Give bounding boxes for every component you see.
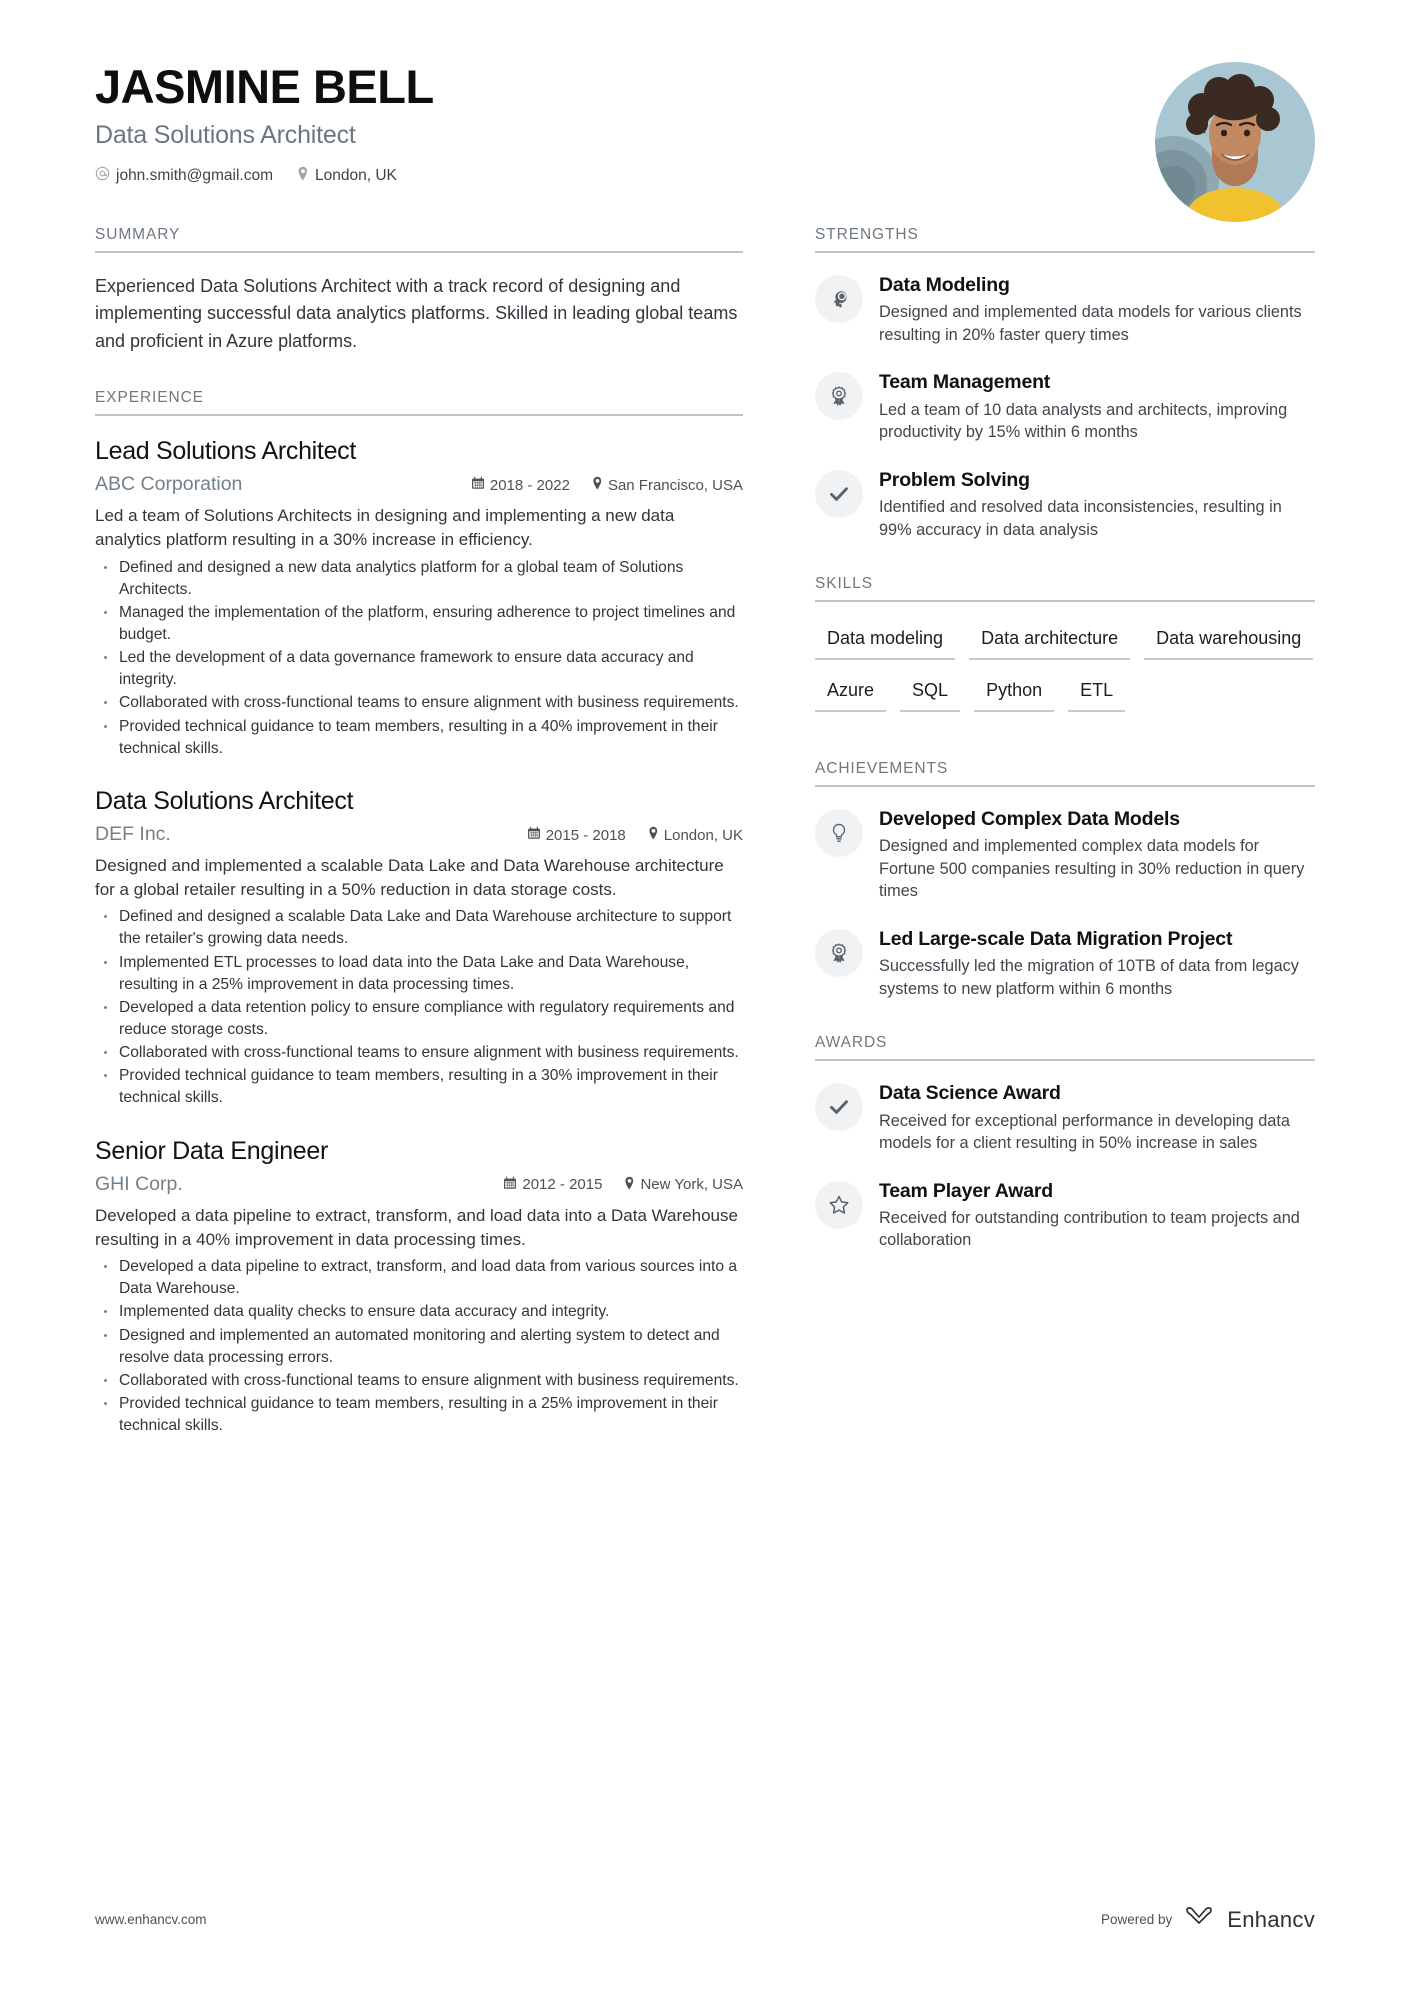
contact-email[interactable] (95, 166, 273, 186)
experience-item (95, 1136, 743, 1438)
icon-entry-description: Identified and resolved data inconsistencies, resulting in 99% accuracy in data analysis (879, 498, 1282, 539)
list-item: Led the development of a data governance framework to ensure data accuracy and integrity. (95, 647, 743, 691)
experience-company: GHI Corp. (95, 1172, 183, 1195)
section-divider (815, 1059, 1315, 1061)
head-brain-icon (815, 275, 863, 323)
summary-text: Experienced Data Solutions Architect with a track record of designing and implementing successful data analytics platforms. Skilled in leading global teams and proficient in Azure platforms. (95, 276, 738, 351)
star-icon (815, 1181, 863, 1229)
map-pin-icon (624, 1176, 635, 1194)
list-item: Designed and implemented an automated monitoring and alerting system to detect and resolve data processing errors. (95, 1325, 743, 1369)
check-icon (815, 470, 863, 518)
experience-location (624, 1176, 743, 1194)
icon-entry-description: Designed and implemented complex data models for Fortune 500 companies resulting in 30% reduction in query times (879, 837, 1305, 901)
section-strengths (815, 226, 1315, 541)
award-medal-icon (815, 929, 863, 977)
experience-role: Senior Data Engineer (95, 1136, 329, 1165)
experience-company: DEF Inc. (95, 823, 171, 846)
achievements-list (815, 807, 1315, 1000)
icon-entry-description: Received for exceptional performance in developing data models for a client resulting in 50% increase in sales (879, 1111, 1290, 1153)
experience-date (503, 1176, 602, 1194)
contact-location-text: London, UK (315, 167, 397, 185)
powered-by-label: Powered by (1100, 1912, 1173, 1927)
page-title: JASMINE BELL (95, 60, 434, 113)
experience-location (592, 476, 743, 494)
list-item: Collaborated with cross-functional teams to ensure alignment with business requirements. (95, 692, 743, 714)
icon-entry-body (879, 1081, 1315, 1154)
section-heading-summary: SUMMARY (95, 226, 181, 243)
experience-role: Data Solutions Architect (95, 786, 354, 815)
experience-date-text: 2012 - 2015 (522, 1176, 603, 1194)
list-item: Implemented ETL processes to load data into the Data Lake and Data Warehouse, resulting in a 25% improvement in data processing times. (95, 952, 743, 996)
section-divider (95, 251, 743, 253)
experience-description: Developed a data pipeline to extract, transform, and load data into a Data Warehouse resulting in a 40% improvement in data processing times. (95, 1205, 738, 1249)
experience-date (527, 826, 626, 844)
list-item: Developed a data retention policy to ensure compliance with regulatory requirements and reduce storage costs. (95, 997, 743, 1041)
icon-entry-description: Received for outstanding contribution to team projects and collaboration (879, 1208, 1300, 1250)
skill-tag[interactable]: Data modeling (815, 622, 955, 660)
enhancv-brand (1184, 1906, 1315, 1933)
icon-entry (815, 927, 1315, 1000)
resume-body (95, 226, 1315, 1471)
icon-entry-body (879, 273, 1315, 346)
experience-item (95, 436, 743, 760)
experience-meta (95, 1173, 743, 1196)
calendar-icon (527, 826, 541, 844)
lightbulb-icon (815, 809, 863, 857)
footer-url[interactable]: www.enhancv.com (95, 1912, 207, 1927)
icon-entry-title: Team Management (879, 371, 1051, 394)
icon-entry-body (879, 927, 1315, 1000)
experience-date-text: 2018 - 2022 (489, 476, 570, 494)
map-pin-icon (648, 826, 659, 844)
experience-bullets (95, 557, 743, 760)
strengths-list (815, 273, 1315, 541)
list-item: Provided technical guidance to team members, resulting in a 40% improvement in their technical skills. (95, 716, 743, 760)
right-column (785, 226, 1315, 1471)
section-skills (815, 575, 1315, 726)
section-divider (815, 251, 1315, 253)
check-icon (815, 1083, 863, 1131)
experience-location-text: London, UK (663, 826, 743, 844)
resume-header (95, 0, 1315, 196)
resume-footer (95, 1906, 1315, 1933)
icon-entry (815, 1081, 1315, 1154)
at-icon (95, 166, 110, 186)
experience-list (95, 436, 743, 1437)
icon-entry-title: Team Player Award (879, 1179, 1053, 1202)
icon-entry (815, 370, 1315, 443)
section-heading-achievements: ACHIEVEMENTS (815, 760, 949, 778)
section-achievements (815, 760, 1315, 1000)
avatar (1155, 62, 1315, 222)
map-pin-icon (592, 476, 603, 494)
experience-role: Lead Solutions Architect (95, 437, 357, 466)
icon-entry-body (879, 468, 1315, 541)
experience-bullets (95, 1256, 743, 1437)
icon-entry-title: Problem Solving (879, 468, 1030, 491)
experience-location-text: New York, USA (640, 1176, 743, 1194)
icon-entry-title: Data Science Award (879, 1082, 1061, 1105)
icon-entry-title: Data Modeling (879, 274, 1010, 296)
list-item: Defined and designed a scalable Data Lake and Data Warehouse architecture to support the retailer's growing data needs. (95, 906, 743, 950)
brand-name: Enhancv (1227, 1906, 1315, 1932)
icon-entry-description: Led a team of 10 data analysts and architects, improving productivity by 15% within 6 months (879, 400, 1288, 442)
list-item: Managed the implementation of the platform, ensuring adherence to project timelines and budget. (95, 602, 743, 646)
icon-entry-title: Developed Complex Data Models (879, 808, 1180, 831)
icon-entry (815, 807, 1315, 903)
experience-description: Led a team of Solutions Architects in designing and implementing a new data analytics platform resulting in a 30% increase in efficiency. (95, 506, 675, 550)
profile-photo (1155, 62, 1315, 222)
section-divider (95, 414, 743, 416)
icon-entry-title: Led Large-scale Data Migration Project (879, 927, 1233, 950)
enhancv-logo-icon (1184, 1906, 1218, 1933)
job-title: Data Solutions Architect (95, 121, 356, 150)
icon-entry (815, 1179, 1315, 1252)
calendar-icon (503, 1176, 517, 1194)
experience-company: ABC Corporation (95, 473, 243, 496)
experience-bullets (95, 906, 743, 1109)
awards-list (815, 1081, 1315, 1252)
section-heading-experience: EXPERIENCE (95, 389, 204, 407)
list-item: Provided technical guidance to team members, resulting in a 30% improvement in their technical skills. (95, 1065, 743, 1109)
icon-entry-description: Successfully led the migration of 10TB of data from legacy systems to new platform within 6 months (879, 957, 1299, 998)
experience-date (471, 476, 570, 494)
map-pin-icon (297, 166, 309, 186)
icon-entry (815, 273, 1315, 346)
skill-tag[interactable]: ETL (1068, 674, 1125, 712)
experience-location (648, 826, 743, 844)
footer-brand-area (1101, 1906, 1315, 1933)
icon-entry (815, 468, 1315, 541)
icon-entry-body (879, 807, 1315, 903)
award-medal-icon (815, 372, 863, 420)
skill-tag[interactable]: Data warehousing (1144, 622, 1313, 660)
section-summary (95, 226, 743, 355)
skill-tag[interactable]: Python (974, 674, 1054, 712)
experience-description: Designed and implemented a scalable Data Lake and Data Warehouse architecture for a global retailer resulting in a 50% reduction in data storage costs. (95, 856, 724, 900)
section-awards (815, 1034, 1315, 1252)
contact-row (95, 166, 1315, 186)
icon-entry-body (879, 370, 1315, 443)
experience-location-text: San Francisco, USA (607, 476, 743, 494)
icon-entry-body (879, 1179, 1315, 1252)
list-item: Collaborated with cross-functional teams to ensure alignment with business requirements. (95, 1370, 743, 1392)
skills-list (815, 622, 1315, 726)
skill-tag[interactable]: Data architecture (969, 622, 1130, 660)
section-divider (815, 600, 1315, 602)
skill-tag[interactable]: SQL (900, 674, 960, 712)
calendar-icon (471, 476, 485, 494)
list-item: Implemented data quality checks to ensure data accuracy and integrity. (95, 1301, 743, 1323)
section-divider (815, 785, 1315, 787)
list-item: Defined and designed a new data analytics platform for a global team of Solutions Architects. (95, 557, 743, 601)
left-column (95, 226, 785, 1471)
experience-date-text: 2015 - 2018 (545, 826, 626, 844)
skill-tag[interactable]: Azure (815, 674, 886, 712)
experience-meta (95, 473, 743, 496)
icon-entry-description: Designed and implemented data models for various clients resulting in 20% faster query times (879, 303, 1302, 344)
contact-location (297, 166, 397, 186)
contact-email-text: john.smith@gmail.com (116, 167, 274, 185)
experience-meta (95, 823, 743, 846)
list-item: Provided technical guidance to team members, resulting in a 25% improvement in their technical skills. (95, 1393, 743, 1437)
experience-item (95, 786, 743, 1110)
section-experience (95, 389, 743, 1437)
list-item: Collaborated with cross-functional teams to ensure alignment with business requirements. (95, 1042, 743, 1064)
section-heading-awards: AWARDS (815, 1034, 888, 1052)
section-heading-skills: SKILLS (815, 575, 873, 593)
list-item: Developed a data pipeline to extract, transform, and load data from various sources into a Data Warehouse. (95, 1256, 743, 1300)
section-heading-strengths: STRENGTHS (815, 226, 919, 243)
